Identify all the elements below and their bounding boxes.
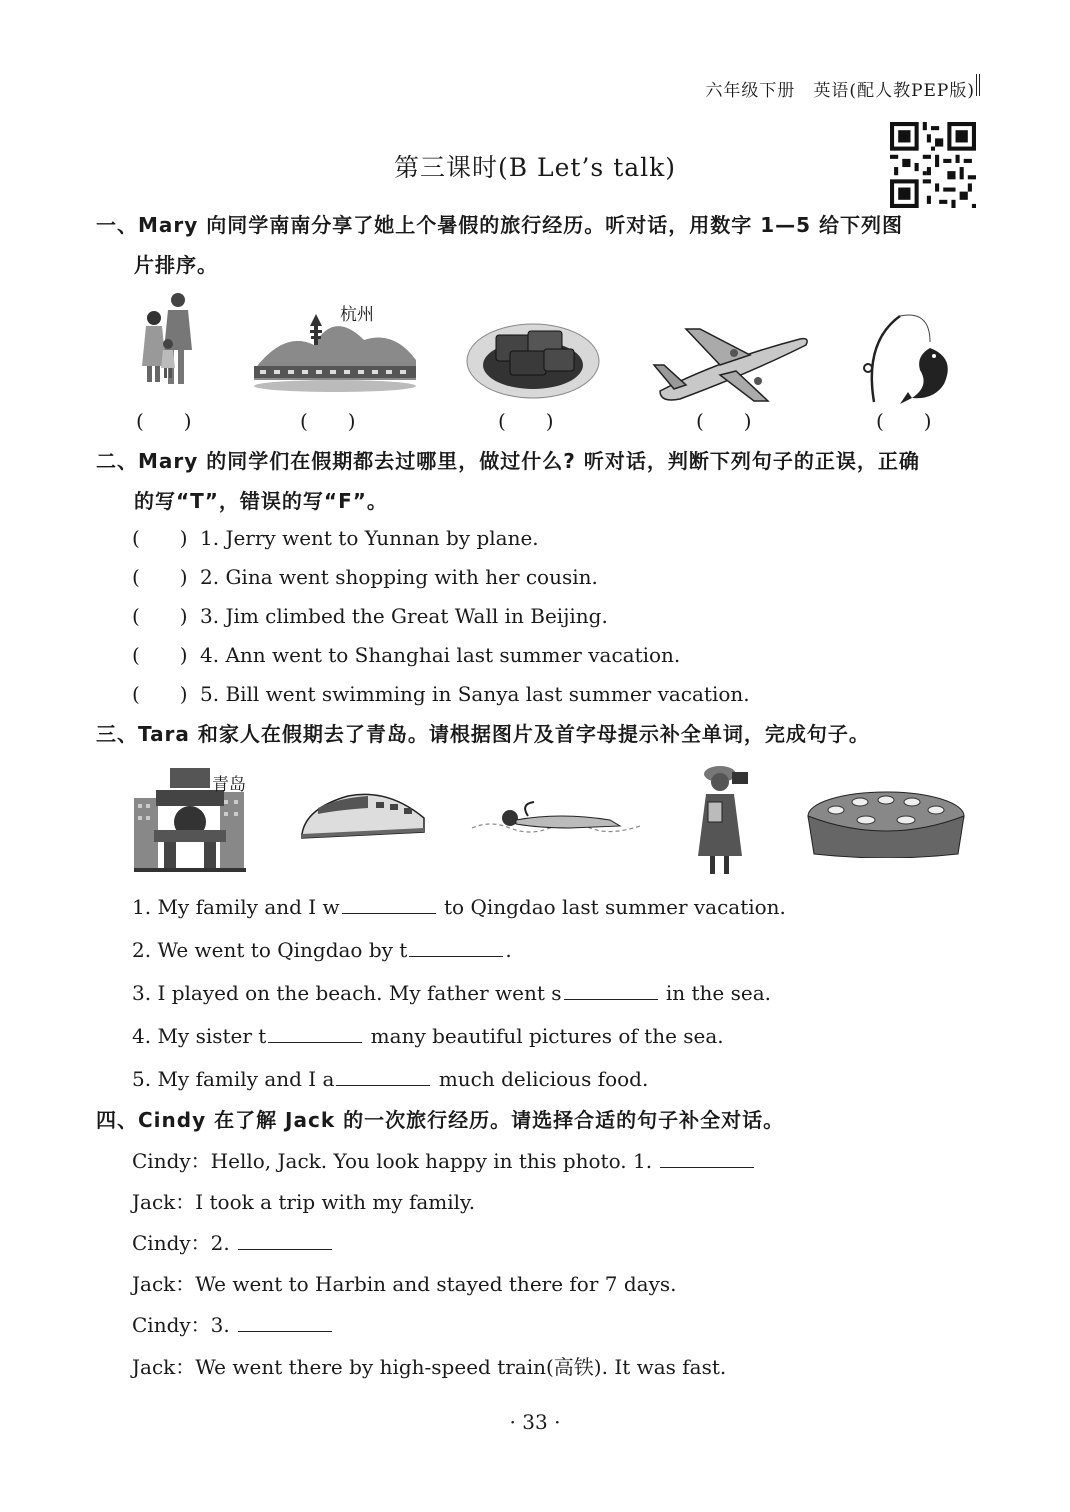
fill-in-text: 5. My family and I a xyxy=(132,1067,335,1091)
dialogue-text: Jack：I took a trip with my family. xyxy=(132,1190,476,1214)
dialogue-line xyxy=(132,1348,726,1387)
fill-in-item xyxy=(132,1017,724,1056)
tf-item xyxy=(132,519,539,558)
dialogue-line xyxy=(132,1142,756,1181)
tf-item xyxy=(132,558,598,597)
dialogue-line xyxy=(132,1306,334,1345)
answer-bracket-4[interactable]: ( ) xyxy=(696,409,752,433)
answer-blank[interactable] xyxy=(238,1311,332,1332)
dialogue-line xyxy=(132,1183,475,1222)
tf-statement: 3. Jim climbed the Great Wall in Beijing. xyxy=(200,604,608,628)
fill-in-text: many beautiful pictures of the sea. xyxy=(364,1024,724,1048)
tf-statement: 5. Bill went swimming in Sanya last summer vacation. xyxy=(200,682,750,706)
fill-in-text: to Qingdao last summer vacation. xyxy=(437,895,786,919)
hangzhou-caption: 杭州 xyxy=(340,305,374,325)
fill-in-item xyxy=(132,974,771,1013)
family-icon xyxy=(138,290,198,386)
answer-paren[interactable]: ( ) xyxy=(132,565,188,589)
fill-in-item xyxy=(132,888,786,927)
tf-item xyxy=(132,597,608,636)
swimmer-icon xyxy=(470,800,642,840)
tf-item xyxy=(132,636,680,675)
dialogue-line xyxy=(132,1224,334,1263)
answer-bracket-3[interactable]: ( ) xyxy=(498,409,554,433)
answer-blank[interactable] xyxy=(342,893,436,914)
section-4-heading: 四、Cindy 在了解 Jack 的一次旅行经历。请选择合适的句子补全对话。 xyxy=(96,1108,785,1132)
answer-blank[interactable] xyxy=(660,1147,754,1168)
tf-statement: 2. Gina went shopping with her cousin. xyxy=(200,565,598,589)
section-1-heading-line2: 片排序。 xyxy=(134,253,218,277)
answer-blank[interactable] xyxy=(564,979,658,1000)
hangzhou-scene-icon xyxy=(254,300,416,392)
section-2-heading-line1: 二、Mary 的同学们在假期都去过哪里，做过什么? 听对话，判断下列句子的正误，正确 xyxy=(96,449,920,473)
answer-blank[interactable] xyxy=(409,936,503,957)
dialogue-text: Jack：We went to Harbin and stayed there for 7 days. xyxy=(132,1272,677,1296)
tf-statement: 1. Jerry went to Yunnan by plane. xyxy=(200,526,539,550)
answer-blank[interactable] xyxy=(268,1022,362,1043)
answer-paren[interactable]: ( ) xyxy=(132,604,188,628)
fill-in-text: 2. We went to Qingdao by t xyxy=(132,938,408,962)
section-1-heading-line1: 一、Mary 向同学南南分享了她上个暑假的旅行经历。听对话，用数字 1—5 给下列图 xyxy=(96,213,904,237)
dialogue-line xyxy=(132,1265,677,1304)
fill-in-item xyxy=(132,1060,648,1099)
fill-in-text: . xyxy=(505,938,512,962)
section-2-heading xyxy=(96,441,976,521)
tf-item xyxy=(132,675,750,714)
section-1-heading xyxy=(96,205,976,285)
running-header: 六年级下册 英语(配人教PEP版) xyxy=(705,81,975,101)
page-number: · 33 · xyxy=(509,1410,561,1434)
answer-paren[interactable]: ( ) xyxy=(132,682,188,706)
answer-blank[interactable] xyxy=(238,1229,332,1250)
answer-blank[interactable] xyxy=(336,1065,430,1086)
fishing-icon xyxy=(860,312,964,406)
dinner-table-icon xyxy=(806,786,966,858)
answer-bracket-5[interactable]: ( ) xyxy=(876,409,932,433)
fill-in-text: 1. My family and I w xyxy=(132,895,340,919)
fill-in-item xyxy=(132,931,512,970)
answer-bracket-2[interactable]: ( ) xyxy=(300,409,356,433)
airplane-icon xyxy=(650,325,810,403)
tf-statement: 4. Ann went to Shanghai last summer vacation. xyxy=(200,643,681,667)
answer-paren[interactable]: ( ) xyxy=(132,643,188,667)
answer-bracket-1[interactable]: ( ) xyxy=(136,409,192,433)
food-dish-icon xyxy=(466,315,600,399)
section-3-heading: 三、Tara 和家人在假期去了青岛。请根据图片及首字母提示补全单词，完成句子。 xyxy=(96,722,870,746)
fill-in-text: in the sea. xyxy=(659,981,771,1005)
fill-in-text: 4. My sister t xyxy=(132,1024,267,1048)
section-2-heading-line2: 的写“T”，错误的写“F”。 xyxy=(134,489,388,513)
dialogue-text: Cindy：Hello, Jack. You look happy in this photo. 1. xyxy=(132,1149,659,1173)
dialogue-text: Cindy：3. xyxy=(132,1313,237,1337)
girl-taking-photo-icon xyxy=(690,762,754,878)
answer-paren[interactable]: ( ) xyxy=(132,526,188,550)
fill-in-text: much delicious food. xyxy=(432,1067,649,1091)
high-speed-train-icon xyxy=(298,788,428,846)
header-divider xyxy=(976,74,980,96)
fill-in-text: 3. I played on the beach. My father went s xyxy=(132,981,562,1005)
dialogue-text: Jack：We went there by high-speed train(高铁). It was fast. xyxy=(132,1355,727,1379)
dialogue-text: Cindy：2. xyxy=(132,1231,237,1255)
lesson-title: 第三课时(B Let’s talk) xyxy=(393,153,677,182)
qingdao-caption: 青岛 xyxy=(212,775,246,795)
